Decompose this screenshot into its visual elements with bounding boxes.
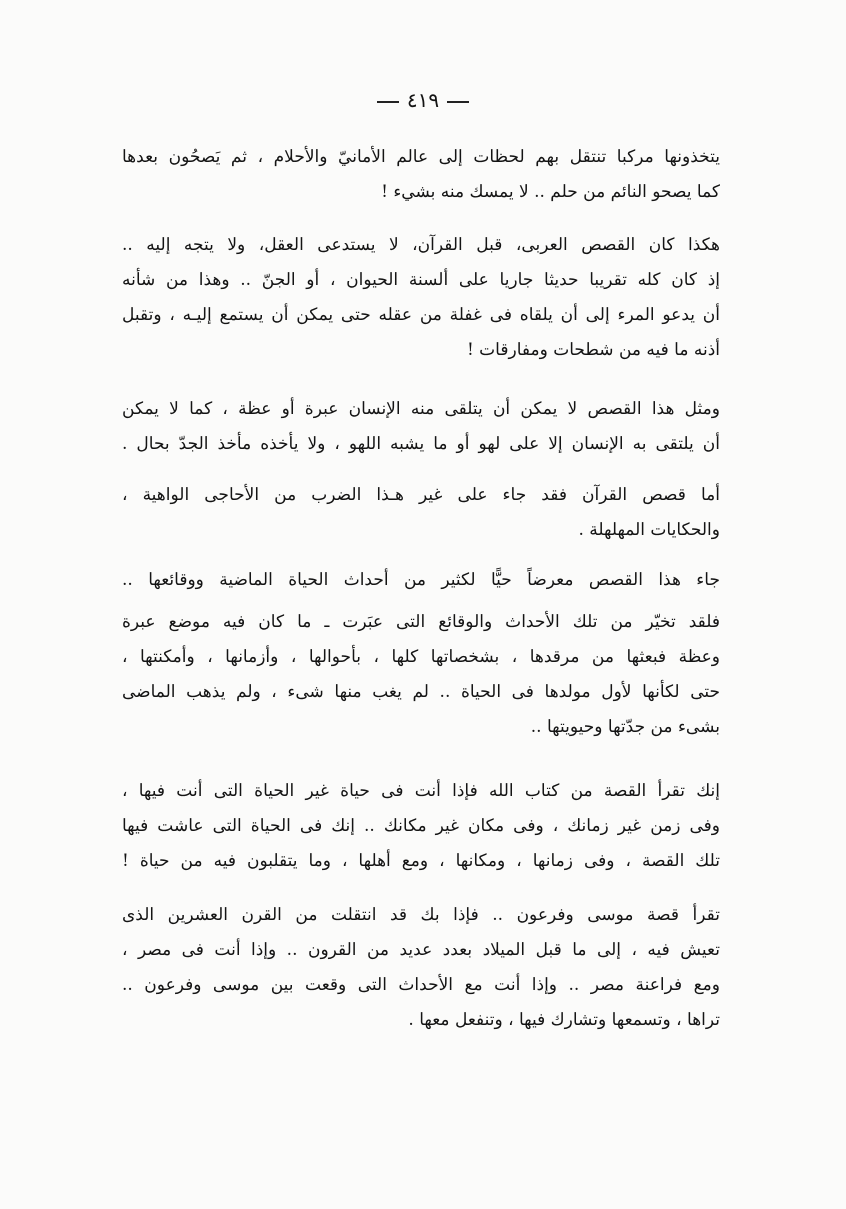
- text-line: فلقد تخيّر من تلك الأحداث والوقائع التى عبَرت ـ ما كان فيه موضع عبرة: [122, 612, 720, 632]
- dash-left: [377, 101, 399, 103]
- paragraph-8: [122, 898, 720, 1038]
- text-line: أذنه ما فيه من شطحات ومفارقات !: [466, 340, 720, 360]
- text-line: أن يدعو المرء إلى أن يلقاه فى غفلة من عقله حتى يمكن أن يستمع إليـه ، وتقبل: [122, 305, 720, 325]
- text-line: تقرأ قصة موسى وفرعون .. فإذا بك قد انتقلت من القرن العشرين الذى: [122, 905, 720, 925]
- text-line: أن يلتقى به الإنسان إلا على لهو أو ما يشبه اللهو ، ولا يأخذه مأخذ الجدّ بحال .: [122, 434, 720, 454]
- paragraph-7: [122, 774, 720, 879]
- text-line: والحكايات المهلهلة .: [578, 520, 720, 540]
- text-line: تلك القصة ، وفى زمانها ، ومكانها ، ومع أهلها ، وما يتقلبون فيه من حياة !: [122, 851, 720, 871]
- text-line: وعظة فبعثها من مرقدها ، بشخصاتها كلها ، بأحوالها ، وأزمانها ، وأمكنتها ،: [122, 647, 720, 667]
- text-line: كما يصحو النائم من حلم .. لا يمسك منه بشيء !: [381, 182, 720, 202]
- paragraph-4: [122, 478, 720, 548]
- text-line: أما قصص القرآن فقد جاء على غير هـذا الضرب من الأحاجى الواهية ،: [122, 485, 720, 505]
- text-line: وفى زمن غير زمانك ، وفى مكان غير مكانك .. إنك فى الحياة التى عاشت فيها: [122, 816, 720, 836]
- paragraph-6: [122, 605, 720, 745]
- text-line: بشىء من جدّتها وحيويتها ..: [530, 717, 720, 737]
- text-line: إذ كان كله تقريبا حديثا جاريا على ألسنة الحيوان ، أو الجنّ .. وهذا من شأنه: [122, 270, 720, 290]
- page-number: ٤١٩: [406, 88, 440, 112]
- page-number-header: [0, 88, 846, 112]
- text-line: حتى لكأنها لأول مولدها فى الحياة .. لم يغب منها شىء ، ولم يذهب الماضى: [122, 682, 720, 702]
- text-line: يتخذونها مركبا تنتقل بهم لحظات إلى عالم الأمانيّ والأحلام ، ثم يَصحُون بعدها: [122, 147, 720, 167]
- text-line: ومع فراعنة مصر .. وإذا أنت مع الأحداث التى وقعت بين موسى وفرعون ..: [122, 975, 720, 995]
- text-line: هكذا كان القصص العربى، قبل القرآن، لا يستدعى العقل، ولا يتجه إليه ..: [122, 235, 720, 255]
- dash-right: [447, 101, 469, 103]
- paragraph-3: [122, 392, 720, 462]
- text-line: تعيش فيه ، إلى ما قبل الميلاد بعدد عديد من القرون .. وإذا أنت فى مصر ،: [122, 940, 720, 960]
- paragraph-2: [122, 228, 720, 368]
- text-line: ومثل هذا القصص لا يمكن أن يتلقى منه الإنسان عبرة أو عظة ، كما لا يمكن: [122, 399, 720, 419]
- paragraph-1: [122, 140, 720, 210]
- text-line: إنك تقرأ القصة من كتاب الله فإذا أنت فى حياة غير الحياة التى أنت فيها ،: [122, 781, 720, 801]
- paragraph-5: [122, 563, 720, 598]
- text-line: جاء هذا القصص معرضاً حيًّا لكثير من أحداث الحياة الماضية ووقائعها ..: [122, 570, 720, 590]
- text-line: تراها ، وتسمعها وتشارك فيها ، وتنفعل معها .: [408, 1010, 720, 1030]
